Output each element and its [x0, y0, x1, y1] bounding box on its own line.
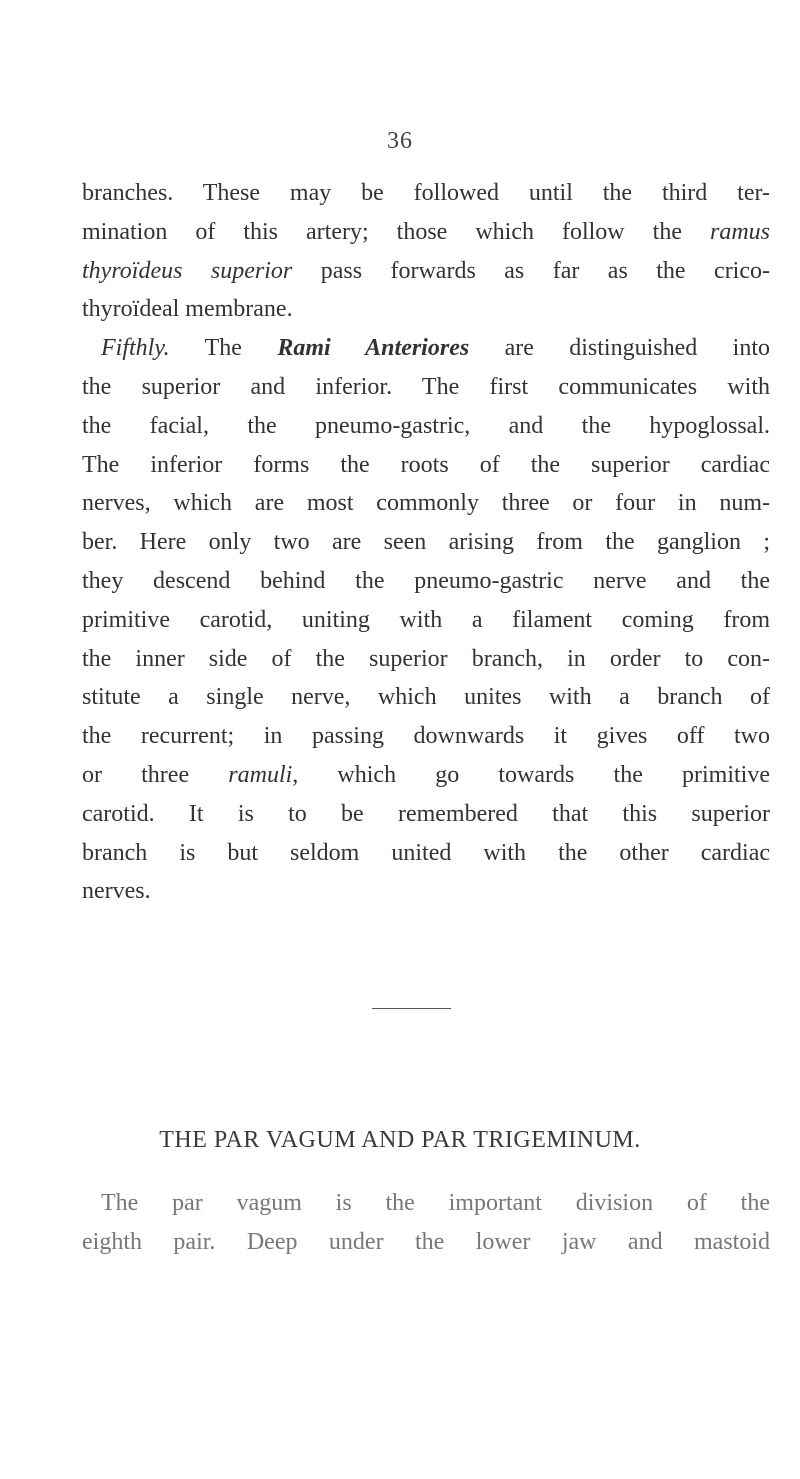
text-line: stitute a single nerve, which unites with a branch of [82, 684, 770, 711]
text-line: ber. Here only two are seen arising from the ganglion ; [82, 529, 770, 556]
text-run: are distinguished into [469, 335, 770, 362]
italic-term: thyroïdeus superior [82, 257, 293, 284]
text-line: they descend behind the pneumo-gastric nerve and the [82, 567, 770, 594]
text-run: or three [82, 761, 229, 788]
italic-term: Fifthly. [101, 335, 170, 362]
text-line: the superior and inferior. The first communicates with [82, 373, 770, 400]
paragraph-branches [82, 174, 770, 329]
body-text [82, 174, 770, 911]
italic-term: ramuli, [228, 761, 299, 788]
text-line: branch is but seldom united with the other cardiac [82, 839, 770, 866]
bold-italic-term: Rami Anteriores [277, 335, 470, 362]
text-line: branches. These may be followed until the third ter- [82, 180, 770, 206]
page-number: 36 [387, 128, 413, 154]
text-line: the inner side of the superior branch, in order to con- [82, 645, 770, 672]
text-line [82, 756, 770, 795]
section-divider [372, 1008, 451, 1009]
text-run: The [169, 335, 278, 362]
text-line [82, 329, 770, 368]
text-line: eighth pair. Deep under the lower jaw and mastoid [82, 1228, 770, 1255]
text-line: the facial, the pneumo-gastric, and the hypoglossal. [82, 412, 770, 439]
text-line: The inferior forms the roots of the superior cardiac [82, 451, 770, 478]
text-line: primitive carotid, uniting with a filament coming from [82, 606, 770, 633]
text-line: The par vagum is the important division of the [101, 1190, 770, 1216]
text-line: nerves. [82, 878, 151, 905]
section-heading: THE PAR VAGUM AND PAR TRIGEMINUM. [159, 1127, 641, 1153]
paragraph-fifthly [82, 329, 770, 911]
text-run: which go towards the primitive [298, 761, 770, 788]
italic-term: ramus [709, 218, 770, 245]
text-line [82, 252, 770, 291]
text-run: pass forwards as far as the crico- [292, 257, 770, 284]
text-line: carotid. It is to be remembered that this superior [82, 800, 770, 827]
paragraph-par-vagum [82, 1184, 770, 1262]
text-line: the recurrent; in passing downwards it gives off two [82, 723, 770, 750]
text-line: nerves, which are most commonly three or four in num- [82, 490, 770, 517]
text-line [82, 213, 770, 252]
text-line: thyroïdeal membrane. [82, 296, 293, 323]
text-run: mination of this artery; those which follow the [82, 218, 710, 245]
